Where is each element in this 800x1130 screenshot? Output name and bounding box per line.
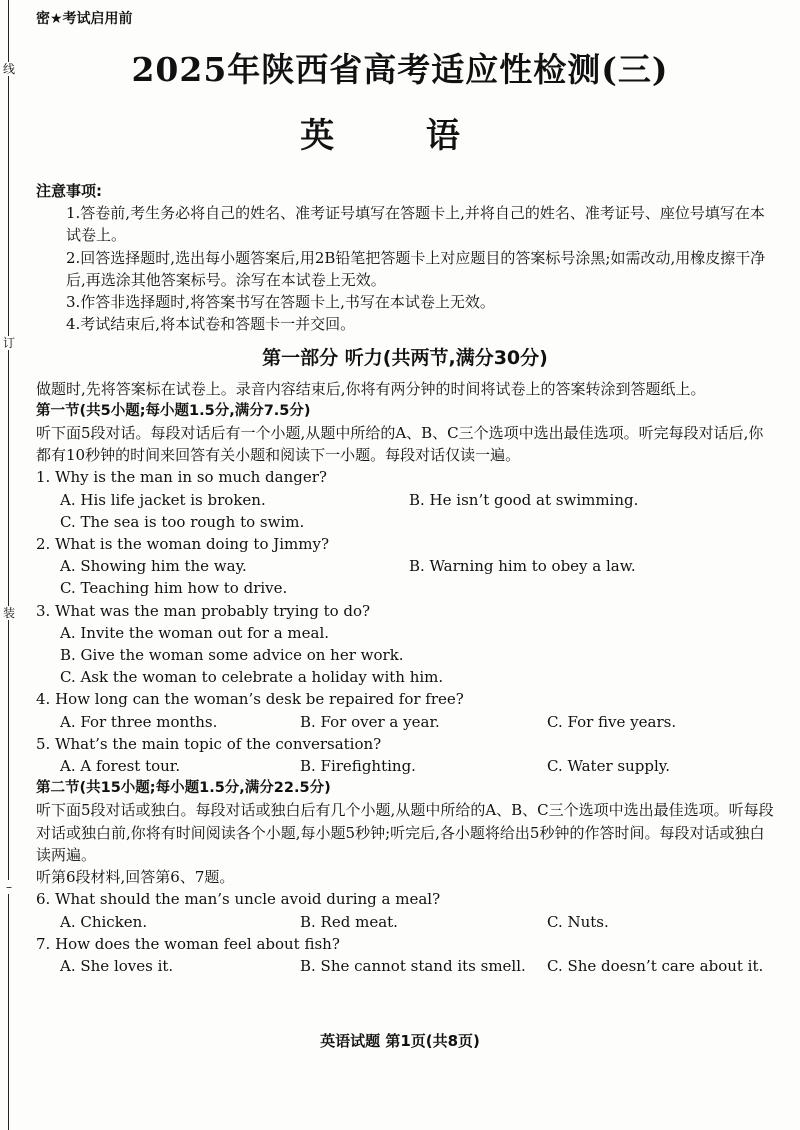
question-stem: 1. Why is the man in so much danger? [36,468,327,487]
page-footer: 英语试题 第1页(共8页) [320,1032,480,1050]
options-row [36,666,774,688]
binding-margin-line [8,0,9,1130]
options-row [36,755,774,777]
exam-title: 2025年陕西省高考适应性检测(三) [131,50,669,89]
option-a: A. His life jacket is broken. [60,490,266,509]
question-3 [36,600,774,689]
question-stem: 2. What is the woman doing to Jimmy? [36,535,330,554]
question-5 [36,733,774,777]
option-a: A. Showing him the way. [60,557,247,576]
option-a: A. A forest tour. [60,757,181,776]
margin-mark-bind: 装 [2,606,15,620]
question-7 [36,933,774,977]
option-c: C. Ask the woman to celebrate a holiday with him. [60,668,444,687]
option-a: A. Chicken. [60,912,148,931]
subject-text: 英 语 [300,116,500,156]
question-6 [36,888,774,932]
options-row [36,644,774,666]
confidential-label: 密★考试启用前 [36,11,133,27]
option-b: B. Firefighting. [300,757,416,776]
option-c: C. Teaching him how to drive. [60,579,288,598]
options-row [36,955,774,977]
question-stem: 6. What should the man’s uncle avoid during a meal? [36,890,441,909]
options-row [36,911,774,933]
options-row [36,577,774,599]
question-stem: 4. How long can the woman’s desk be repaired for free? [36,690,464,709]
options-row [36,711,774,733]
option-b: B. Warning him to obey a law. [409,557,636,576]
subject-title [0,108,800,157]
question-stem: 7. How does the woman feel about fish? [36,934,340,953]
options-row [36,555,774,577]
question-1 [36,466,774,533]
exam-content [36,180,774,977]
question-4 [36,688,774,732]
option-b: B. Red meat. [300,912,398,931]
margin-mark-dash: – [1,880,17,894]
options-row [36,622,774,644]
option-a: A. Invite the woman out for a meal. [60,623,330,642]
section-one-heading: 第一节(共5小题;每小题1.5分,满分7.5分) [36,402,311,419]
notice-item: 2.回答选择题时,选出每小题答案后,用2B铅笔把答题卡上对应题目的答案标号涂黑;如需改动,用橡皮擦干净后,再选涂其他答案标号。涂写在本试卷上无效。 [66,248,766,289]
options-row [36,511,774,533]
option-a: A. For three months. [60,712,218,731]
option-a: A. She loves it. [60,956,174,975]
section-one-instruction: 听下面5段对话。每段对话后有一个小题,从题中所给的A、B、C三个选项中选出最佳选项。听完每段对话后,你都有10秒钟的时间来回答有关小题和阅读下一小题。每段对话仅读一遍。 [36,424,764,465]
option-b: B. She cannot stand its smell. [300,956,526,975]
option-c: C. Nuts. [547,912,609,931]
option-c: C. Water supply. [547,757,670,776]
option-b: B. For over a year. [300,712,440,731]
part-one-heading: 第一部分 听力(共两节,满分30分) [262,347,548,370]
margin-mark-line: 线 [2,62,15,76]
option-b: B. He isn’t good at swimming. [409,490,639,509]
options-row [36,489,774,511]
notice-item: 4.考试结束后,将本试卷和答题卡一并交回。 [66,315,356,334]
margin-mark-order: 订 [2,336,15,350]
question-stem: 3. What was the man probably trying to do? [36,601,371,620]
section-two-heading: 第二节(共15小题;每小题1.5分,满分22.5分) [36,780,331,797]
notice-item: 3.作答非选择题时,将答案书写在答题卡上,书写在本试卷上无效。 [66,293,495,312]
material-instruction: 听第6段材料,回答第6、7题。 [36,868,235,887]
part-one-intro: 做题时,先将答案标在试卷上。录音内容结束后,你将有两分钟的时间将试卷上的答案转涂到答题纸上。 [36,379,706,398]
section-two-instruction: 听下面5段对话或独白。每段对话或独白后有几个小题,从题中所给的A、B、C三个选项中选出最佳选项。听每段对话或独白前,你将有时间阅读各个小题,每小题5秒钟;听完后,各小题将给出5秒钟的作答时间。每段对话或独白读两遍。 [36,801,774,864]
option-c: C. She doesn’t care about it. [547,956,764,975]
option-c: C. The sea is too rough to swim. [60,512,305,531]
question-2 [36,533,774,600]
option-c: C. For five years. [547,712,677,731]
option-b: B. Give the woman some advice on her work. [60,646,404,665]
question-stem: 5. What’s the main topic of the conversation? [36,734,382,753]
notice-item: 1.答卷前,考生务必将自己的姓名、准考证号填写在答题卡上,并将自己的姓名、准考证号、座位号填写在本试卷上。 [66,204,765,245]
notice-heading: 注意事项: [36,182,102,200]
